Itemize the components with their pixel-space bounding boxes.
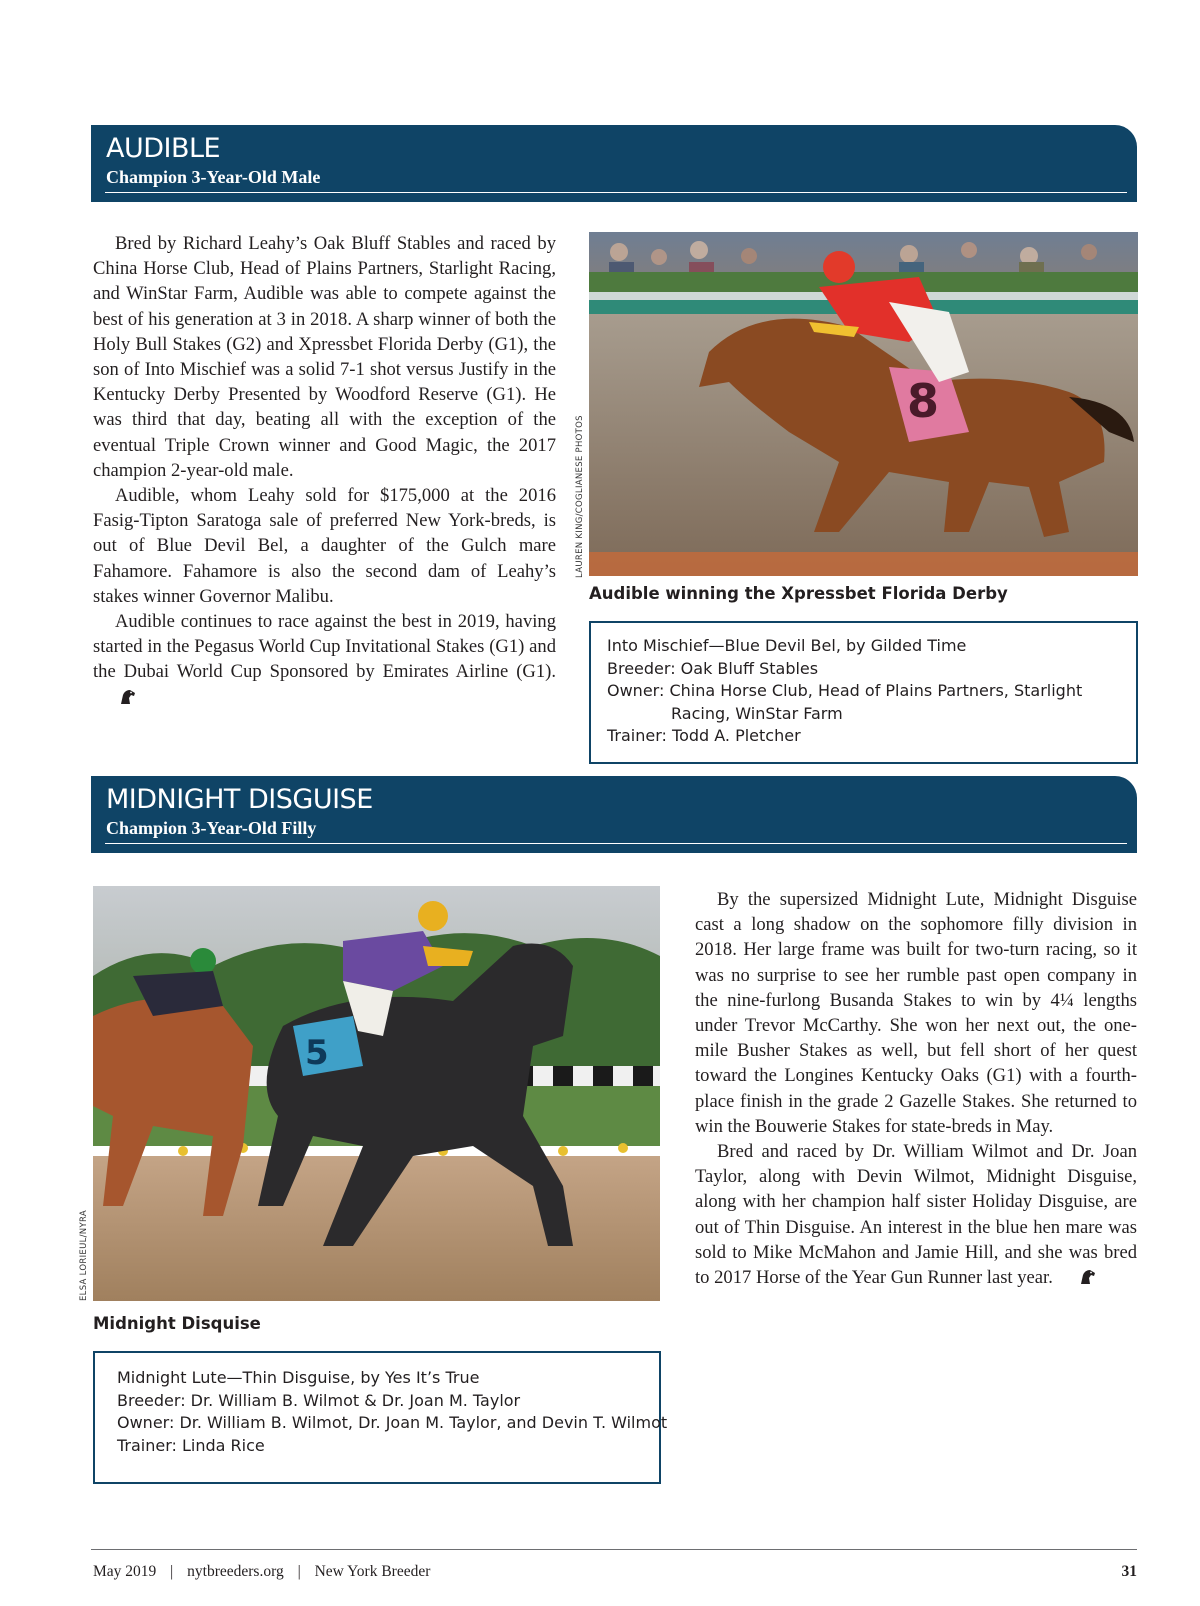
footer-publication: New York Breeder [314, 1563, 431, 1580]
footer-divider: | [297, 1563, 301, 1580]
audible-paragraph-1: Bred by Richard Leahy’s Oak Bluff Stables and raced by China Horse Club, Head of Plains Partners, Starlight Racing, and WinStar Farm, Audible was able to compete against the best of his generation at 3 in 2018. A sharp winner of both the Holy Bull Stakes (G2) and Xpressbet Florida Derby (G1), the son of Into Mischief was a solid 7-1 shot versus Justify in the Kentucky Derby Presented by Woodford Reserve (G1). He was third that day, beating all with the exception of the eventual Triple Crown winner and Good Magic, the 2017 champion 2-year-old male. [93, 233, 556, 481]
audible-paragraph-2: Audible, whom Leahy sold for $175,000 at the 2016 Fasig-Tipton Saratoga sale of preferred New York-breds, is out of Blue Devil Bel, a daughter of the Gulch mare Fahamore. Fahamore is also the second dam of Leahy’s stakes winner Governor Malibu. [93, 485, 556, 607]
audible-owner-continued: Racing, WinStar Farm [671, 703, 843, 723]
midnight-photo-credit: ELSA LORIEUL/NYRA [79, 1210, 89, 1301]
midnight-article [695, 887, 1137, 1292]
svg-text:8: 8 [907, 374, 940, 428]
audible-subtitle: Champion 3-Year-Old Male [106, 167, 321, 187]
audible-pedigree: Into Mischief—Blue Devil Bel, by Gilded Time [607, 636, 967, 655]
midnight-paragraph-2-text: Bred and raced by Dr. William Wilmot and Dr. Joan Taylor, along with Devin Wilmot, Midnight Disguise, along with her champion half sister Holiday Disguise, are out of Thin Disguise. An interest in the blue hen mare was sold to Mike McMahon and Jamie Hill, and she was bred to 2017 Horse of the Year Gun Runner last year. [695, 1141, 1137, 1289]
footer-rule [91, 1549, 1137, 1550]
audible-photo [589, 232, 1138, 576]
midnight-pedigree: Midnight Lute—Thin Disguise, by Yes It’s True [117, 1368, 480, 1387]
midnight-paragraph-1: By the supersized Midnight Lute, Midnight Disguise cast a long shadow on the sophomore filly division in 2018. Her large frame was built for two-turn racing, so it was no surprise to see her rumble past open company in the nine-furlong Busanda Stakes to win by 4¼ lengths under Trevor McCarthy. She won her next out, the one-mile Busher Stakes as well, but fell short of her quest toward the Longines Kentucky Oaks (G1) with a fourth-place finish in the grade 2 Gazelle Stakes. She returned to win the Bouwerie Stakes for state-breds in May. [695, 889, 1137, 1137]
audible-banner-rule [105, 192, 1127, 193]
footer-site[interactable]: nytbreeders.org [187, 1563, 284, 1580]
audible-trainer: Trainer: Todd A. Pletcher [607, 726, 801, 745]
footer-divider: | [170, 1563, 174, 1580]
midnight-subtitle: Champion 3-Year-Old Filly [106, 818, 317, 838]
audible-owner: Owner: China Horse Club, Head of Plains Partners, Starlight [607, 681, 1083, 700]
midnight-banner [91, 776, 1137, 853]
audible-paragraph-3-text: Audible continues to race against the best in 2019, having started in the Pegasus World Cup Invitational Stakes (G1) and the Dubai World Cup Sponsored by Emirates Airline (G1). [93, 611, 556, 683]
midnight-info-box [93, 1351, 668, 1484]
midnight-trainer: Trainer: Linda Rice [117, 1435, 265, 1455]
horse-head-icon [97, 687, 137, 712]
midnight-banner-rule [105, 843, 1127, 844]
midnight-caption: Midnight Disquise [93, 1314, 261, 1333]
page-number: 31 [1121, 1563, 1137, 1580]
svg-text:5: 5 [305, 1033, 329, 1073]
audible-banner [91, 125, 1137, 202]
audible-breeder: Breeder: Oak Bluff Stables [607, 658, 819, 678]
midnight-breeder: Breeder: Dr. William B. Wilmot & Dr. Joan M. Taylor [117, 1390, 521, 1410]
audible-caption: Audible winning the Xpressbet Florida Derby [589, 584, 1008, 603]
midnight-title: MIDNIGHT DISGUISE [106, 784, 373, 815]
footer-date: May 2019 [93, 1563, 157, 1580]
audible-info-box [589, 621, 1138, 764]
audible-article [93, 231, 556, 712]
footer-left [93, 1563, 430, 1581]
midnight-paragraph-2 [695, 1139, 1137, 1292]
audible-title: AUDIBLE [106, 133, 221, 164]
audible-paragraph-3 [93, 609, 556, 712]
horse-head-icon [1057, 1267, 1097, 1292]
audible-photo-credit: LAUREN KING/COGLIANESE PHOTOS [575, 415, 585, 578]
midnight-photo [93, 886, 660, 1301]
midnight-owner: Owner: Dr. William B. Wilmot, Dr. Joan M. Taylor, and Devin T. Wilmot [117, 1413, 668, 1432]
